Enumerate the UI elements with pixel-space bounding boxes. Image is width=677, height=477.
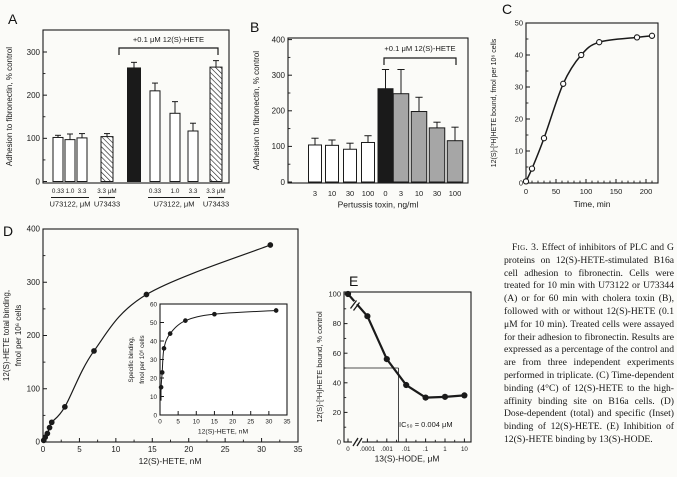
svg-text:300: 300 bbox=[26, 277, 40, 287]
svg-text:1.0: 1.0 bbox=[65, 188, 75, 195]
svg-text:5: 5 bbox=[77, 445, 82, 454]
svg-text:10: 10 bbox=[192, 418, 200, 426]
svg-text:10: 10 bbox=[149, 394, 157, 402]
svg-text:U73122, μM: U73122, μM bbox=[153, 199, 195, 209]
svg-text:13(S)-HODE, μM: 13(S)-HODE, μM bbox=[374, 453, 440, 464]
svg-text:30: 30 bbox=[514, 82, 523, 92]
svg-text:200: 200 bbox=[639, 187, 653, 196]
svg-text:0: 0 bbox=[35, 177, 40, 187]
svg-text:10: 10 bbox=[460, 446, 468, 453]
svg-text:400: 400 bbox=[26, 224, 40, 234]
svg-text:0: 0 bbox=[383, 189, 388, 198]
svg-text:40: 40 bbox=[514, 50, 523, 60]
svg-text:40: 40 bbox=[332, 378, 341, 388]
svg-text:100: 100 bbox=[26, 384, 40, 394]
svg-text:3: 3 bbox=[312, 189, 318, 198]
svg-text:+0.1 μM 12(S)-HETE: +0.1 μM 12(S)-HETE bbox=[132, 35, 205, 44]
svg-text:0: 0 bbox=[346, 446, 350, 453]
svg-text:3.3 μM: 3.3 μM bbox=[206, 188, 226, 195]
svg-text:300: 300 bbox=[26, 47, 40, 57]
svg-text:0: 0 bbox=[153, 412, 157, 420]
svg-text:10: 10 bbox=[327, 189, 337, 198]
svg-text:20: 20 bbox=[149, 375, 157, 383]
svg-text:1: 1 bbox=[443, 446, 447, 453]
svg-text:10: 10 bbox=[414, 189, 424, 198]
svg-text:30: 30 bbox=[265, 418, 273, 426]
svg-text:0: 0 bbox=[35, 437, 40, 447]
svg-text:0: 0 bbox=[523, 187, 529, 196]
svg-text:0: 0 bbox=[40, 445, 46, 454]
svg-text:.01: .01 bbox=[401, 446, 411, 453]
svg-text:200: 200 bbox=[26, 90, 40, 100]
svg-text:35: 35 bbox=[293, 445, 303, 454]
panel-e-label: E bbox=[349, 273, 359, 289]
svg-text:35: 35 bbox=[283, 418, 291, 426]
svg-text:fmol per 10⁶ cells: fmol per 10⁶ cells bbox=[139, 335, 146, 384]
svg-text:100: 100 bbox=[328, 289, 341, 299]
svg-text:U73122, μM: U73122, μM bbox=[49, 199, 91, 209]
svg-text:1.0: 1.0 bbox=[170, 188, 180, 195]
svg-text:30: 30 bbox=[345, 189, 355, 198]
svg-text:50: 50 bbox=[514, 18, 523, 28]
svg-text:12(S)-[³H]HETE bound, % contro: 12(S)-[³H]HETE bound, % control bbox=[315, 311, 324, 423]
svg-text:15: 15 bbox=[210, 418, 218, 426]
svg-text:Adhesion to fibronectin, % con: Adhesion to fibronectin, % control bbox=[252, 50, 261, 171]
svg-text:30: 30 bbox=[432, 189, 442, 198]
svg-text:30: 30 bbox=[149, 357, 157, 365]
svg-text:0: 0 bbox=[518, 178, 523, 188]
svg-text:100: 100 bbox=[26, 134, 40, 144]
svg-text:60: 60 bbox=[149, 301, 157, 309]
caption-text: Effect of inhibitors of PLC and G proteins on 12(S)-HETE-stimulated B16a cell adhesion to fibronectin. Cells were treated for 10 min with U73122 or U73344 (A) or for 60 min with cholera toxin (B), followed with or without 12(S)-HETE (0.1 μM for 10 min). Treated cells were assayed for their adhesion to fibronectin. Results are expressed as a percentage of the control and are from three independent experiments performed in triplicate. (C) Time-dependent binding (4°C) of 12(S)-HETE to the high-affinity binding site on B16a cells. (D) Dose-dependent (total) and specific (Inset) binding of 12(S)-HETE. (E) Inhibition of 12(S)-HETE binding by 13(S)-HODE. bbox=[504, 242, 674, 445]
svg-text:3.3: 3.3 bbox=[188, 188, 198, 195]
svg-text:+0.1 μM 12(S)-HETE: +0.1 μM 12(S)-HETE bbox=[384, 44, 456, 53]
svg-text:40: 40 bbox=[149, 338, 157, 346]
svg-text:.0001: .0001 bbox=[359, 446, 376, 453]
svg-text:Specific binding,: Specific binding, bbox=[128, 336, 135, 383]
svg-text:25: 25 bbox=[220, 445, 230, 454]
svg-text:.1: .1 bbox=[423, 446, 429, 453]
svg-text:20: 20 bbox=[229, 418, 237, 426]
svg-text:0: 0 bbox=[158, 418, 162, 426]
svg-text:200: 200 bbox=[271, 106, 285, 116]
svg-text:100: 100 bbox=[271, 142, 285, 152]
svg-text:80: 80 bbox=[332, 319, 341, 329]
svg-text:30: 30 bbox=[257, 445, 267, 454]
panel-a-label: A bbox=[8, 11, 18, 27]
svg-text:0: 0 bbox=[336, 437, 341, 447]
svg-text:Time, min: Time, min bbox=[573, 199, 611, 209]
svg-text:100: 100 bbox=[448, 189, 462, 198]
svg-text:100: 100 bbox=[579, 187, 593, 196]
svg-text:12(S)-[³H]HETE bound, fmol per: 12(S)-[³H]HETE bound, fmol per 10⁶ cells bbox=[491, 38, 498, 168]
svg-text:5: 5 bbox=[176, 418, 180, 426]
svg-text:25: 25 bbox=[247, 418, 255, 426]
svg-text:U73433: U73433 bbox=[202, 199, 230, 209]
figure-caption bbox=[504, 242, 674, 447]
svg-text:.001: .001 bbox=[380, 446, 393, 453]
svg-text:fmol per 10⁶ cells: fmol per 10⁶ cells bbox=[14, 304, 23, 367]
svg-text:12(S)-HETE, nM: 12(S)-HETE, nM bbox=[197, 428, 249, 436]
svg-text:12(S)-HETE, nM: 12(S)-HETE, nM bbox=[138, 456, 202, 466]
svg-text:3: 3 bbox=[398, 189, 404, 198]
svg-text:10: 10 bbox=[111, 445, 121, 454]
svg-text:Adhesion to fibronectin, % con: Adhesion to fibronectin, % control bbox=[5, 46, 14, 167]
caption-label: Fig. 3. bbox=[512, 242, 539, 253]
svg-text:20: 20 bbox=[184, 445, 194, 454]
panel-d-label: D bbox=[3, 223, 14, 239]
svg-text:300: 300 bbox=[271, 71, 285, 80]
svg-text:20: 20 bbox=[514, 114, 523, 124]
svg-text:IC₅₀ = 0.004 μM: IC₅₀ = 0.004 μM bbox=[399, 420, 453, 429]
svg-text:3.3: 3.3 bbox=[77, 188, 87, 195]
panel-c-label: C bbox=[502, 1, 513, 17]
svg-text:20: 20 bbox=[332, 408, 341, 417]
svg-text:U73433: U73433 bbox=[93, 199, 121, 209]
svg-text:150: 150 bbox=[609, 187, 623, 196]
svg-text:Pertussis toxin, ng/ml: Pertussis toxin, ng/ml bbox=[337, 199, 419, 210]
svg-text:100: 100 bbox=[361, 189, 375, 198]
svg-text:50: 50 bbox=[149, 320, 157, 328]
panel-b-label: B bbox=[250, 19, 260, 35]
svg-text:0.33: 0.33 bbox=[148, 188, 162, 195]
svg-text:0: 0 bbox=[280, 177, 285, 187]
svg-text:15: 15 bbox=[147, 445, 157, 454]
svg-text:3.3 μM: 3.3 μM bbox=[97, 188, 117, 195]
svg-text:12(S)-HETE total binding,: 12(S)-HETE total binding, bbox=[2, 289, 11, 382]
svg-text:0.33: 0.33 bbox=[51, 188, 65, 195]
svg-text:50: 50 bbox=[551, 187, 561, 196]
svg-text:10: 10 bbox=[514, 146, 523, 156]
svg-text:60: 60 bbox=[332, 348, 341, 358]
svg-text:400: 400 bbox=[271, 35, 285, 45]
svg-text:200: 200 bbox=[26, 331, 40, 341]
